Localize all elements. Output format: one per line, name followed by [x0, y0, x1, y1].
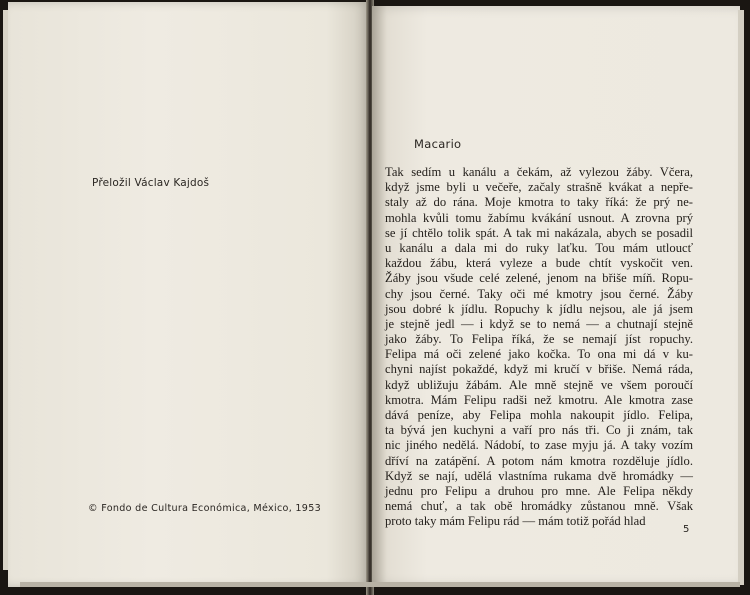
- text-line: dříví na zatápění. A potom nám kmotra rozděluje jídlo.: [385, 453, 693, 468]
- text-line: nic jiného nedělá. Nádobí, to zase myju já. A taky vozím: [385, 438, 693, 453]
- text-line: jako žáby. To Felipa říká, že se nemají jíst ropuchy.: [385, 332, 693, 347]
- bottom-page-edge: [20, 582, 740, 587]
- text-line: se jí chtělo tolik spát. A tak mi nakázala, abych se posadil: [385, 225, 693, 240]
- text-line: když jsme byli u večeře, začaly strašně kvákat a nepře-: [385, 180, 693, 195]
- text-line: chyni najíst pokaždé, když mi kručí v břiše. Nemá ráda,: [385, 362, 693, 377]
- text-line: proto taky mám Felipu rád — mám totiž pořád hlad: [385, 514, 646, 529]
- left-page: [8, 2, 370, 587]
- translator-credit: Přeložil Václav Kajdoš: [92, 177, 210, 189]
- text-line: chy jsou černé. Taky oči mé kmotry jsou černé. Žáby: [385, 286, 693, 301]
- text-line: dává peníze, aby Felipa mohla nakoupit jídlo. Felipa,: [385, 408, 693, 422]
- right-page-edge: [738, 10, 744, 585]
- text-line: je stejně jedl — i když se to nemá — a chutnají stejně: [385, 316, 693, 331]
- page-number: 5: [683, 524, 690, 535]
- text-line: každou žábu, která vyleze a bude chtít vyskočit ven.: [385, 256, 693, 271]
- story-title: Macario: [414, 137, 462, 151]
- text-line: jednu pro Felipu a druhou pro mne. Ale Felipa někdy: [385, 483, 693, 498]
- text-line: u kanálu a dala mi do ruky laťku. Tou mám utloucť: [385, 240, 693, 255]
- text-line: Když se nají, udělá vlastníma rukama dvě hromádky —: [385, 468, 693, 483]
- story-body: [385, 165, 693, 530]
- text-line: když ubližuju žábám. Ale mně stejně ve všem poroučí: [385, 377, 693, 392]
- text-line: Felipa má oči zelené jako kočka. To ona mi dá v ku-: [385, 347, 693, 362]
- copyright-notice: © Fondo de Cultura Económica, México, 1953: [88, 503, 322, 514]
- text-line: staly až do rána. Moje kmotra to taky říká: že prý ne-: [385, 195, 693, 210]
- text-line: ta bývá jen kuchyni a vaří pro nás tři. Co ji znám, tak: [385, 423, 693, 438]
- text-line: mohla kvůli tomu žabímu kvákání usnout. A zrovna prý: [385, 210, 693, 225]
- text-line: Tak sedím u kanálu a čekám, až vylezou žáby. Včera,: [385, 165, 693, 179]
- text-line: jsou dobré k jídlu. Ropuchy k jídlu nejsou, ale já jsem: [385, 301, 693, 316]
- text-line: nemá chuť, a tak obě hromádky zůstanou mně. Však: [385, 499, 693, 514]
- text-line: kmotra. Mám Felipu radši než kmotru. Ale kmotra zase: [385, 392, 693, 407]
- text-line: Žáby jsou všude celé zelené, jenom na břiše míň. Ropu-: [385, 271, 693, 286]
